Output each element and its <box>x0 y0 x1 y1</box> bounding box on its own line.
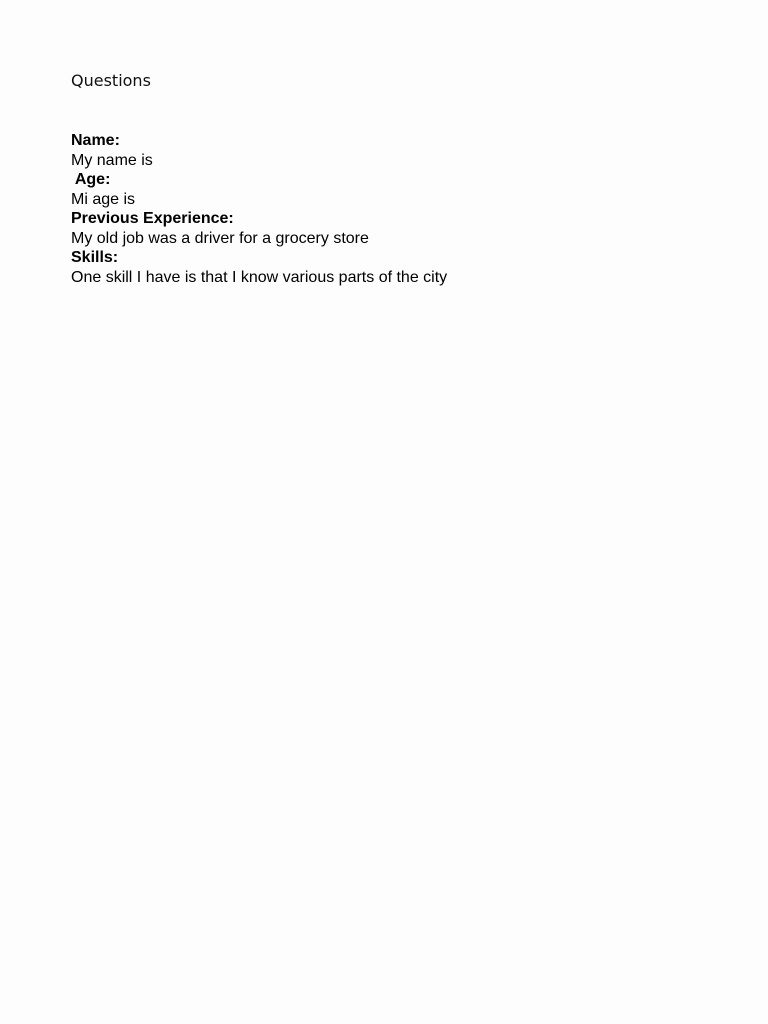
questions-list <box>71 131 447 287</box>
skills-label: Skills: <box>71 249 119 266</box>
name-answer: My name is <box>71 151 153 169</box>
previous-experience-answer: My old job was a driver for a grocery store <box>71 229 369 247</box>
skills-answer: One skill I have is that I know various parts of the city <box>71 268 448 286</box>
document-title: Questions <box>71 71 151 90</box>
name-label: Name: <box>71 132 120 149</box>
age-answer: Mi age is <box>71 190 136 208</box>
age-label: Age: <box>71 171 111 188</box>
previous-experience-label: Previous Experience: <box>71 210 234 227</box>
